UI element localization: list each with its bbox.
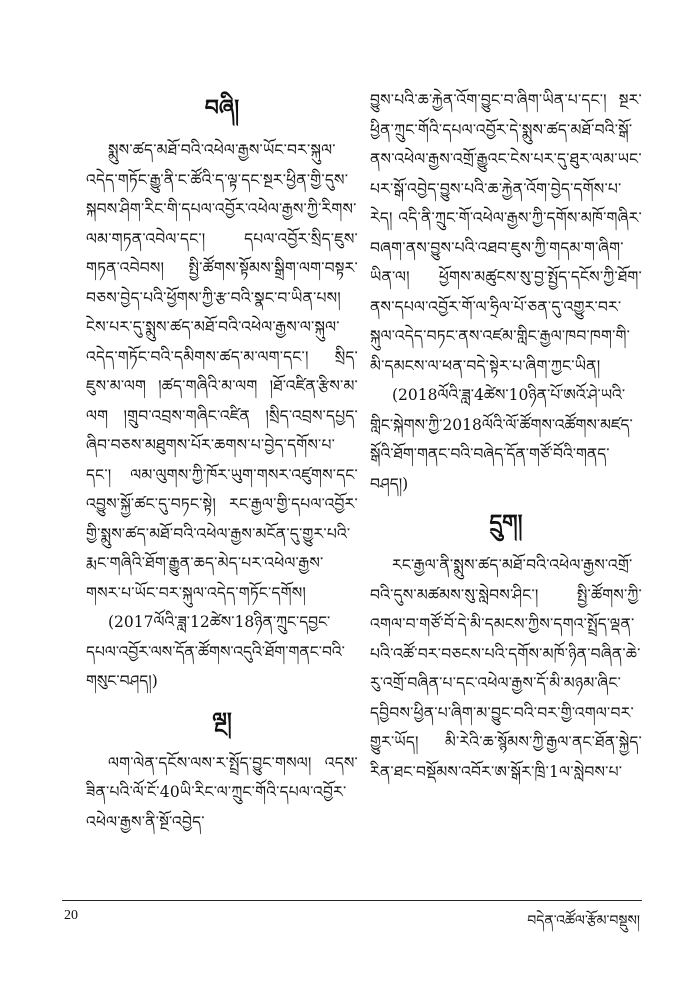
section-five-body-continued: བྱུས་པའི་ཆ་རྐྱེན་འོག་བྱུང་བ་ཞིག་ཡིན་པ་དང་། སྔར་ཕྱིན་ཀྲུང་གོའི་དཔལ་འབྱོར་དེ་སྨུས་ཚད་མཐོ་བའི་སྒོ་ནས་འཕེལ་རྒྱས་འགྲོ་རྒྱུའང་ངེས་པར་དུ་ཐུར་ལམ་ཡང་པར་སྒོ་འབྱེད་བྱུས་པའི་ཆ་རྐྱེན་འོག་བྱེད་དགོས་པ་རེད། འདི་ནི་ཀྲུང་གོ་འཕེལ་རྒྱས་ཀྱི་དགོས་མཁོ་གཞིར་བཞག་ནས་བྱུས་པའི་འཐབ་ཇུས་ཀྱི་གདམ་ག་ཞིག་ཡིན་ལ། ཕྱོགས་མཚུངས་སུ་བྱ་སྤྱོད་དངོས་ཀྱི་ཐོག་ནས་དཔལ་འབྱོར་གོ་ལ་ཧྲིལ་པོ་ཅན་དུ་འགྱུར་བར་སྐུལ་འདེད་བཏང་ནས་འཛམ་གླིང་རྒྱལ་ཁབ་ཁག་གི་མི་དམངས་ལ་ཕན་བདེ་སྟེར་པ་ཞིག་ཀྱང་ཡིན། (370, 91, 642, 375)
section-four-citation: (2017ལོའི་ཟླ་12ཚེས་18ཉིན་ཀྲུང་དབྱང་དཔལ་འབྱོར་ལས་དོན་ཚོགས་འདུའི་ཐོག་གནང་བའི་གསུང་བཤད།) (86, 613, 345, 690)
page-number: 20 (64, 908, 78, 923)
publication-title: བདེན་འཚོལ་རྩོམ་བསྡུས། (527, 913, 640, 929)
section-four-body: སྨུས་ཚད་མཐོ་བའི་འཕེལ་རྒྱས་ཡོང་བར་སྐུལ་འདེད་གཏོང་རྒྱུ་ནི་ང་ཚོའི་ད་ལྟ་དང་སྔར་ཕྱིན་གྱི་དུས་སྐབས་ཤིག་རིང་གི་དཔལ་འབྱོར་འཕེལ་རྒྱས་ཀྱི་རིགས་ལམ་གཏན་འབེལ་དང་། དཔལ་འབྱོར་སྲིད་ཇུས་གཏན་འབེབས། སྤྱི་ཚོགས་སྟོམས་སྒྲིག་ལག་བསྟར་བཅས་བྱེད་པའི་ཕྱོགས་ཀྱི་རྩ་བའི་སྣང་བ་ཡིན་པས། ངེས་པར་དུ་སྨུས་ཚད་མཐོ་བའི་འཕེལ་རྒྱས་ལ་སྐུལ་འདེད་གཏོང་བའི་དམིགས་ཚད་མ་ལག་དང་། སྲིད་ཇུས་མ་ལག །ཚད་གཞིའི་མ་ལག །ཐོ་འཛིན་རྩིས་མ་ལག །གྲུབ་འབྲས་གཞིང་འཛིན །སྲིད་འབྲས་དཔྱད་ཞིབ་བཅས་མཐུགས་པོར་ཆགས་པ་བྱེད་དགོས་པ་དང་། ལམ་ལུགས་ཀྱི་ཁོར་ཡུག་གསར་འཛུགས་དང་འབྱུས་སྐྱོ་ཚང་དུ་བཏང་སྟེ། རང་རྒྱལ་གྱི་དཔལ་འབྱོར་གྱི་སྨུས་ཚད་མཐོ་བའི་འཕེལ་རྒྱས་མངོན་དུ་གྱུར་པའི་རྨང་གཞིའི་ཐོག་རྒྱུན་ཆད་མེད་པར་འཕེལ་རྒྱས་གསར་པ་ཡོང་བར་སྐུལ་འདེད་གཏོང་དགོས། (86, 141, 358, 602)
section-heading-five: ལྔ། (212, 707, 232, 734)
section-six-body: རང་རྒྱལ་ནི་སྨུས་ཚད་མཐོ་བའི་འཕེལ་རྒྱས་འགྲོ་བའི་དུས་མཚམས་སུ་སླེབས་ཤིང་། སྤྱི་ཚོགས་ཀྱི་འགལ་བ་གཙོ་བོ་དེ་མི་དམངས་ཀྱིས་དགའ་སྤྲོད་ལྡན་པའི་འཚོ་བར་བཅངས་པའི་དགོས་མཁོ་ཉིན་བཞིན་ཆེ་རུ་འགྲོ་བཞིན་པ་དང་འཕེལ་རྒྱས་དོ་མི་མཉམ་ཞིང་དབྱིབས་ཕྱིན་པ་ཞིག་མ་བྱུང་བའི་བར་གྱི་འགལ་བར་གྱུར་ཡོད། མི་རེའི་ཆ་སྙོམས་ཀྱི་རྒྱལ་ནང་ཐོན་སྐྱེད་རིན་ཐང་བསྡོམས་འབོར་ཨ་སྒོར་ཁྲི་1ལ་སླེབས་པ་ (370, 556, 642, 781)
footer-rule (62, 900, 642, 901)
right-column (370, 86, 642, 787)
section-heading-four: བཞི། (204, 95, 240, 121)
left-column (86, 86, 358, 837)
section-heading-six: དྲུག། (489, 510, 523, 536)
section-five-citation: (2018ལོའི་ཟླ་4ཚེས་10ཉིན་པོ་ཨའོ་ཤེ་ཡའི་གླིང་སྐེགས་ཀྱི་2018ལོའི་ལོ་ཚོགས་འཚོགས་མཛད་སྒོའི་ཐོག་གནང་བའི་བཞེད་དོན་གཙོ་བོའི་གནད་བཤད།) (370, 386, 633, 493)
section-five-body: ལག་ལེན་དངོས་ལས་ར་སྤྲོད་བྱུང་གསལ། འདས་ཟིན་པའི་ལོ་ངོ་40ཡི་རིང་ལ་ཀྲུང་གོའི་དཔལ་འབྱོར་འཕེལ་རྒྱས་ནི་སྔོ་འབྱེད་ (86, 753, 358, 831)
